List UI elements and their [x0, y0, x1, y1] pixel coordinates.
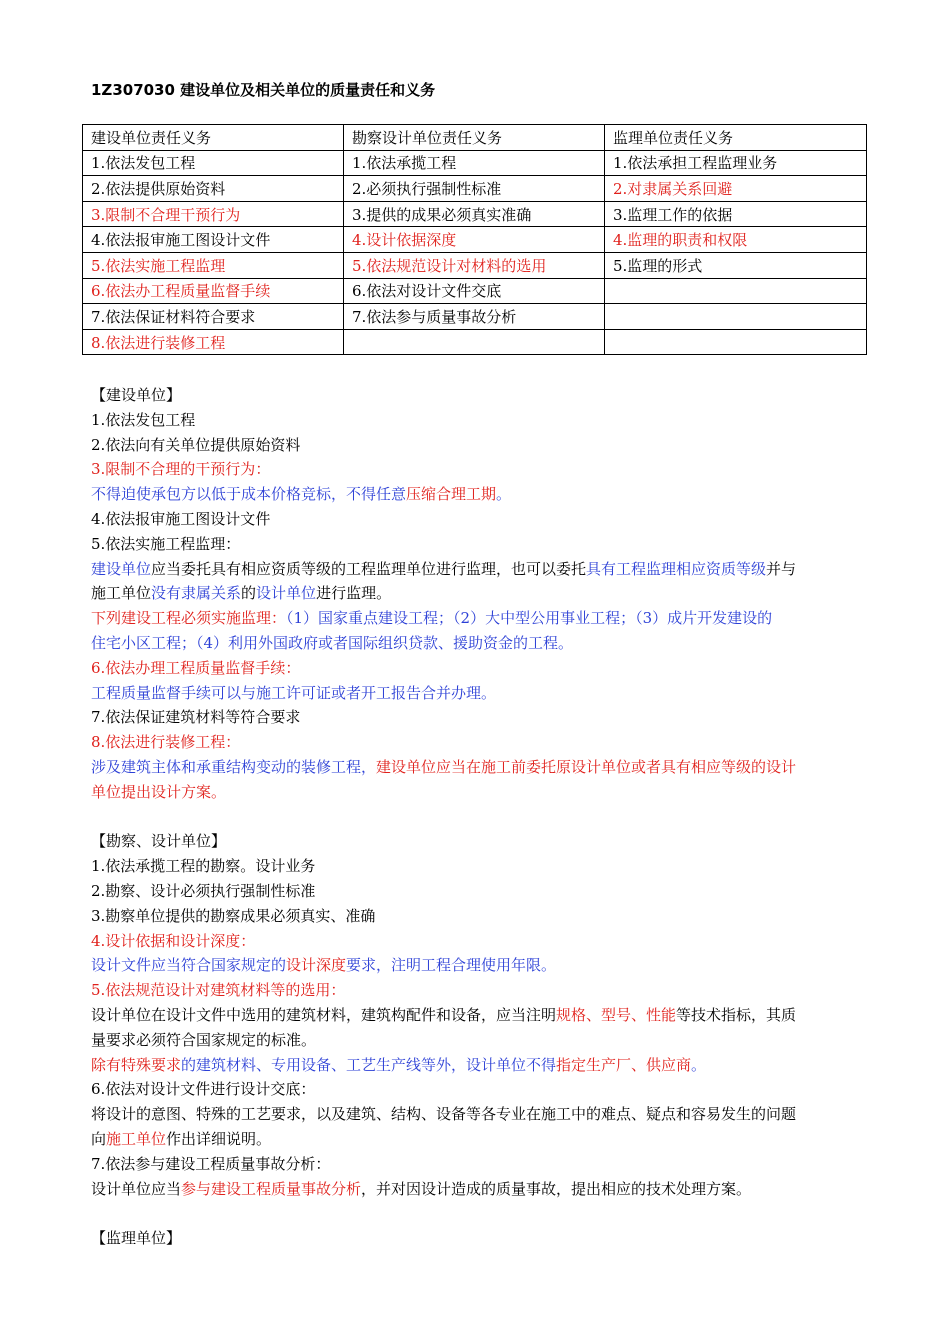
text-segment: 除有特殊要求	[91, 1055, 182, 1074]
text-segment: 压缩合理工期	[406, 485, 497, 504]
table-cell: 7.依法参与质量事故分析	[344, 304, 605, 330]
text-segment: 应当委托具有相应资质等级的工程监理单位进行监理，也可以委托	[151, 559, 587, 578]
text-segment: 1.依法承揽工程的勘察。设计业务	[91, 857, 316, 876]
text-line	[91, 507, 881, 532]
text-segment: 建设单位应当在施工前委托原设计单位或者具有相应等级的设计	[376, 757, 797, 776]
text-segment: 参与建设工程质量事故分析	[181, 1179, 362, 1198]
text-segment: 1.依法发包工程	[91, 410, 196, 429]
text-segment: 设计单位	[256, 584, 317, 603]
table-cell: 2.依法提供原始资料	[83, 176, 344, 202]
text-segment: 【建设单位】	[91, 386, 182, 404]
table-cell: 3.监理工作的依据	[605, 201, 867, 227]
text-segment: 施工单位	[106, 1129, 167, 1148]
text-segment: 工程质量监督手续可以与施工许可证或者开工报告合并办理。	[91, 683, 497, 702]
table-cell: 2.必须执行强制性标准	[344, 176, 605, 202]
text-line	[91, 829, 881, 854]
document-body	[91, 383, 881, 1251]
text-segment: 7.依法保证建筑材料等符合要求	[91, 708, 301, 727]
text-line	[91, 656, 881, 681]
table-row	[83, 329, 867, 355]
table-cell: 1.依法承担工程监理业务	[605, 150, 867, 176]
text-segment: 7.依法参与建设工程质量事故分析：	[91, 1154, 331, 1173]
text-line	[91, 1053, 881, 1078]
blank-line	[91, 1201, 881, 1226]
text-line	[91, 581, 881, 606]
text-segment: 设计单位在设计文件中选用的建筑材料，建筑构配件和设备，应当注明	[91, 1005, 557, 1024]
text-segment: 等技术指标，其质	[676, 1005, 797, 1024]
text-segment: 住宅小区工程；（4）利用外国政府或者国际组织贷款、援助资金的工程。	[91, 633, 574, 652]
table-cell: 6.依法办工程质量监督手续	[83, 278, 344, 304]
section-title: 1Z307030 建设单位及相关单位的质量责任和义务	[91, 81, 436, 99]
text-line	[91, 780, 881, 805]
text-line	[91, 482, 881, 507]
text-segment: 6.依法办理工程质量监督手续：	[91, 658, 301, 677]
table-row	[83, 304, 867, 330]
text-segment: 要求，注明工程合理使用年限。	[346, 956, 557, 975]
text-segment: 的建筑材料、专用设备、工艺生产线等外，设计单位不得	[181, 1055, 557, 1074]
table-cell: 5.依法规范设计对材料的选用	[344, 252, 605, 278]
text-segment: 指定生产厂、供应商	[556, 1055, 692, 1074]
text-line	[91, 606, 881, 631]
text-segment: 下列建设工程必须实施监理：	[91, 609, 287, 628]
text-segment: 【监理单位】	[91, 1229, 182, 1248]
text-segment: 6.依法对设计文件进行设计交底：	[91, 1080, 316, 1099]
text-line	[91, 953, 881, 978]
text-segment: （1）国家重点建设工程；（2）大中型公用事业工程；（3）成片开发建设的	[286, 609, 773, 628]
table-cell: 6.依法对设计文件交底	[344, 278, 605, 304]
text-line	[91, 705, 881, 730]
table-row	[83, 278, 867, 304]
text-segment: 将设计的意图、特殊的工艺要求，以及建筑、结构、设备等各专业在施工中的难点、疑点和容易发生的问题	[91, 1105, 797, 1124]
text-segment: 规格、型号、性能	[556, 1005, 677, 1024]
text-line	[91, 1177, 881, 1202]
text-segment: 向	[91, 1129, 107, 1148]
text-segment: 施工单位	[91, 584, 152, 603]
text-line	[91, 879, 881, 904]
text-line	[91, 1003, 881, 1028]
table-row	[83, 176, 867, 202]
text-line	[91, 383, 881, 408]
text-line	[91, 854, 881, 879]
header-cell: 勘察设计单位责任义务	[344, 125, 605, 151]
table-cell: 4.监理的职责和权限	[605, 227, 867, 253]
text-segment: 量要求必须符合国家规定的标准。	[91, 1030, 317, 1049]
text-segment: 4.依法报审施工图设计文件	[91, 509, 271, 528]
text-segment: 设计深度	[286, 956, 347, 975]
text-segment: 建设单位	[91, 559, 152, 578]
text-segment: 5.依法规范设计对建筑材料等的选用：	[91, 981, 346, 1000]
table-cell: 5.监理的形式	[605, 252, 867, 278]
text-segment: 单位提出设计方案。	[91, 782, 227, 801]
header-cell: 建设单位责任义务	[83, 125, 344, 151]
text-segment: 并与	[766, 559, 797, 578]
text-line	[91, 1226, 881, 1251]
text-line	[91, 408, 881, 433]
table-cell	[605, 304, 867, 330]
text-segment: 不得迫使承包方以低于成本价格竞标，不得任意	[91, 485, 407, 504]
text-line	[91, 929, 881, 954]
table-header-row	[83, 125, 867, 151]
text-segment: 设计单位应当	[91, 1179, 182, 1198]
table-cell: 7.依法保证材料符合要求	[83, 304, 344, 330]
text-segment: 3.勘察单位提供的勘察成果必须真实、准确	[91, 906, 376, 925]
blank-line	[91, 805, 881, 830]
text-line	[91, 1127, 881, 1152]
text-segment: 作出详细说明。	[166, 1129, 272, 1148]
text-line	[91, 433, 881, 458]
text-line	[91, 755, 881, 780]
text-line	[91, 1028, 881, 1053]
table-row	[83, 150, 867, 176]
text-segment: 3.限制不合理的干预行为：	[91, 460, 271, 479]
table-row	[83, 252, 867, 278]
text-segment: 具有工程监理相应资质等级	[586, 559, 767, 578]
text-segment: 。	[691, 1055, 707, 1074]
table-cell: 3.限制不合理干预行为	[83, 201, 344, 227]
text-segment: 4.设计依据和设计深度：	[91, 931, 256, 950]
text-segment: ，并对因设计造成的质量事故，提出相应的技术处理方案。	[361, 1179, 752, 1198]
text-segment: 进行监理。	[316, 584, 392, 603]
table-cell: 3.提供的成果必须真实准确	[344, 201, 605, 227]
text-segment: 5.依法实施工程监理：	[91, 534, 241, 553]
table-cell: 5.依法实施工程监理	[83, 252, 344, 278]
table-cell: 2.对隶属关系回避	[605, 176, 867, 202]
text-line	[91, 532, 881, 557]
text-segment: 设计文件应当符合国家规定的	[91, 956, 287, 975]
duty-table	[82, 124, 867, 355]
table-cell: 4.设计依据深度	[344, 227, 605, 253]
text-segment: 【勘察、设计单位】	[91, 832, 227, 851]
table-row	[83, 227, 867, 253]
table-cell	[605, 329, 867, 355]
text-line	[91, 730, 881, 755]
text-segment: 。	[496, 485, 512, 504]
header-cell: 监理单位责任义务	[605, 125, 867, 151]
text-line	[91, 1077, 881, 1102]
text-line	[91, 1152, 881, 1177]
text-segment: 的	[241, 584, 257, 603]
text-line	[91, 978, 881, 1003]
text-line	[91, 457, 881, 482]
text-line	[91, 681, 881, 706]
text-segment: 2.依法向有关单位提供原始资料	[91, 435, 301, 454]
table-cell: 1.依法发包工程	[83, 150, 344, 176]
table-row	[83, 201, 867, 227]
text-line	[91, 1102, 881, 1127]
table-cell: 8.依法进行装修工程	[83, 329, 344, 355]
text-segment: 8.依法进行装修工程：	[91, 733, 241, 752]
text-line	[91, 904, 881, 929]
table-cell: 1.依法承揽工程	[344, 150, 605, 176]
table-cell	[605, 278, 867, 304]
table-cell	[344, 329, 605, 355]
table-cell: 4.依法报审施工图设计文件	[83, 227, 344, 253]
text-segment: 涉及建筑主体和承重结构变动的装修工程，	[91, 757, 377, 776]
text-line	[91, 631, 881, 656]
text-line	[91, 557, 881, 582]
text-segment: 没有隶属关系	[151, 584, 242, 603]
text-segment: 2.勘察、设计必须执行强制性标准	[91, 881, 316, 900]
